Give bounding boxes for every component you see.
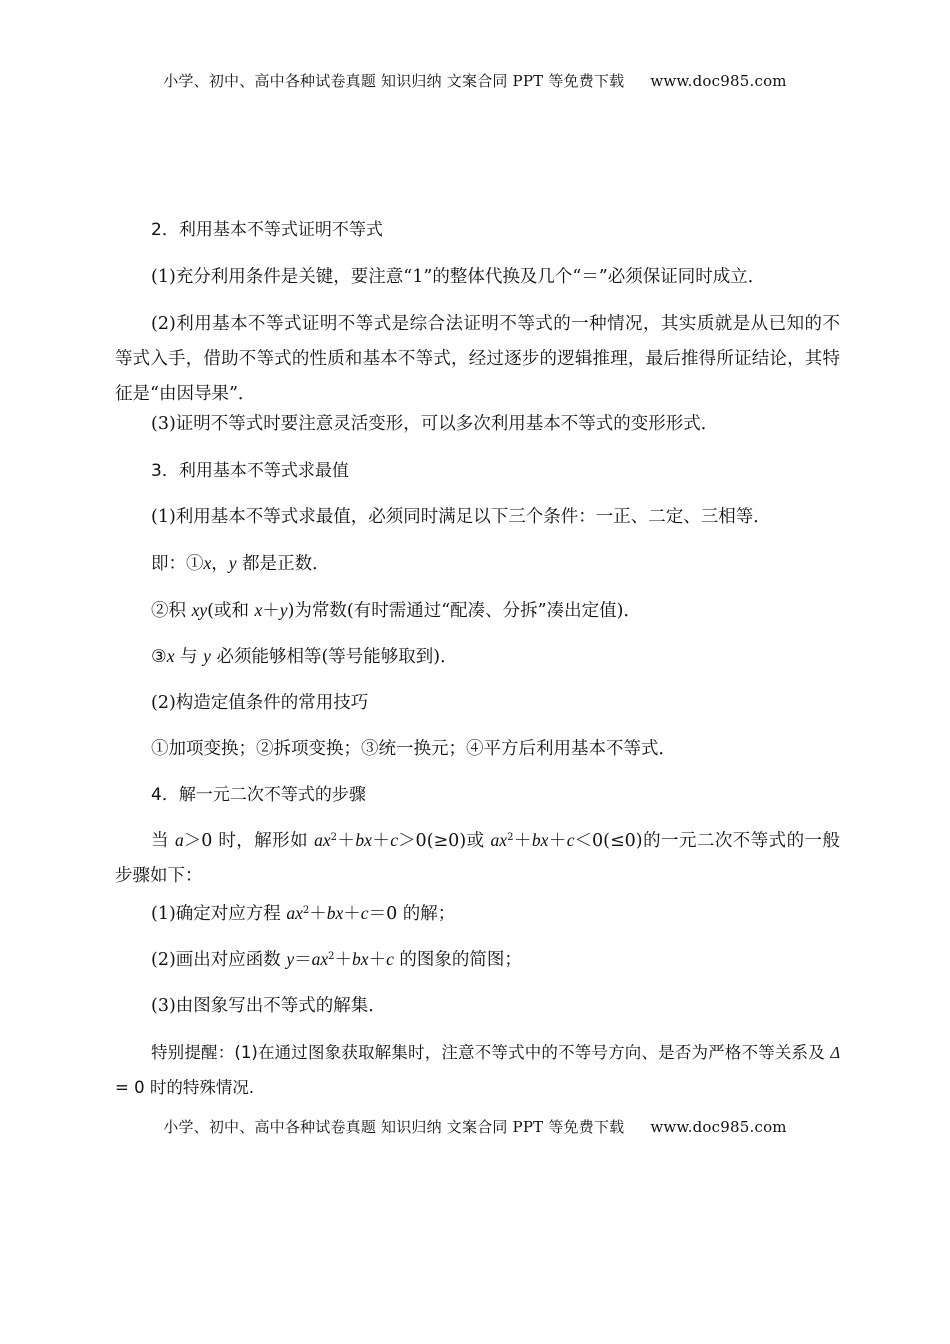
footer-site: www.doc985.com (650, 1118, 787, 1136)
s2-paragraph-2: (2)利用基本不等式证明不等式是综合法证明不等式的一种情况，其实质就是从已知的不等式入手，借助不等式的性质和基本不等式，经过逐步的逻辑推理，最后推得所证结论，其特征是“由因导果”． (115, 314, 840, 404)
s4-step-3: (3)由图象写出不等式的解集． (151, 996, 386, 1016)
page-header (0, 70, 950, 91)
s4-step-2: (2)画出对应函数 $y=ax^2+bx+c$ 的图象的简图； (151, 949, 522, 970)
s3-condition-3: ③x 与 y 必须能够相等(等号能够取到)． (151, 646, 458, 667)
footer-text: 小学、初中、高中各种试卷真题 知识归纳 文案合同 PPT 等免费下载 (163, 1118, 625, 1136)
special-note: 特别提醒：(1)在通过图象获取解集时，注意不等式中的不等号方向、是否为严格不等关系及 Δ = 0 时的特殊情况. (115, 1043, 841, 1097)
s3-paragraph-3: ①加项变换；②拆项变换；③统一换元；④平方后利用基本不等式． (151, 739, 676, 759)
s2-paragraph-1: (1)充分利用条件是关键，要注意“1”的整体代换及几个“＝”必须保证同时成立． (151, 267, 766, 287)
section-2-heading: 2．利用基本不等式证明不等式 (151, 220, 383, 240)
header-text: 小学、初中、高中各种试卷真题 知识归纳 文案合同 PPT 等免费下载 (163, 72, 625, 90)
s3-condition-2: ②积 xy(或和 x＋y)为常数(有时需通过“配凑、分拆”凑出定值)． (151, 600, 641, 621)
section-3-heading: 3．利用基本不等式求最值 (151, 461, 349, 481)
s4-intro: 当 a＞0 时，解形如 $ax^2+bx+c>0(\ge 0)$或 $ax^2+bx+c<0(\le 0)$的一元二次不等式的一般步骤如下： (115, 830, 840, 886)
s4-step-1: (1)确定对应方程 $ax^2+bx+c=0$ 的解； (151, 903, 456, 924)
page-footer (0, 1116, 950, 1137)
section-4-heading: 4．解一元二次不等式的步骤 (151, 785, 366, 805)
s3-condition-1: 即：①x，y 都是正数． (151, 553, 330, 574)
header-site: www.doc985.com (650, 72, 787, 90)
s2-paragraph-3: (3)证明不等式时要注意灵活变形，可以多次利用基本不等式的变形形式． (151, 414, 719, 434)
special-note-label: 特别提醒： (151, 1043, 235, 1062)
s3-paragraph-1: (1)利用基本不等式求最值，必须同时满足以下三个条件：一正、二定、三相等． (151, 507, 771, 527)
s3-paragraph-2: (2)构造定值条件的常用技巧 (151, 693, 369, 713)
